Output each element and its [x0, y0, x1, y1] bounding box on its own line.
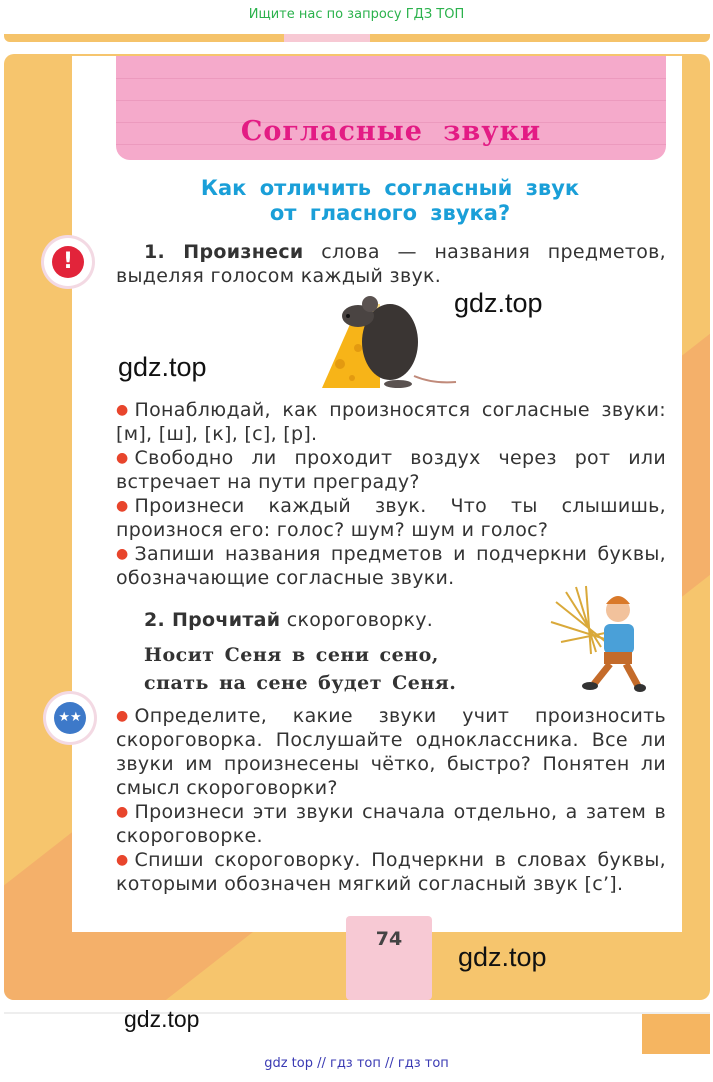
list-item: ● Понаблюдай, как произносятся согласные звуки: [м], [ш], [к], [с], [р].	[116, 399, 666, 445]
lesson-question	[150, 176, 630, 226]
task1	[116, 240, 666, 288]
list-item: ● Спиши скороговорку. Подчеркни в словах буквы, которыми обозначен мягкий согласный звук [с’].	[116, 849, 666, 895]
task2-heading: 2. Прочитай	[144, 609, 281, 631]
watermark: gdz.top	[118, 352, 207, 382]
task2	[144, 608, 474, 632]
task1-heading: 1. Произнеси	[144, 241, 304, 263]
page-title: Согласные звуки	[240, 116, 542, 147]
mouse-cheese-image	[318, 292, 458, 392]
list-item: ● Запиши названия предметов и подчеркни буквы, обозначающие согласные звуки.	[116, 543, 666, 589]
previous-page-edge	[4, 34, 710, 42]
page-number: 74	[375, 928, 403, 950]
lesson-question-line2: от гласного звука?	[269, 201, 511, 225]
list-item: ● Произнеси эти звуки сначала отдельно, а затем в скороговорке.	[116, 801, 666, 847]
footer-links[interactable]: gdz top // гдз топ // гдз топ	[264, 1056, 449, 1071]
lesson-question-line1: Как отличить согласный звук	[200, 176, 580, 200]
watermark: gdz.top	[458, 942, 547, 972]
task1-text: слова — названия предметов, выделяя голосом каждый звук.	[116, 241, 667, 287]
next-page-edge	[4, 1012, 710, 1054]
exclamation-icon: !	[44, 238, 92, 286]
watermark: gdz.top	[454, 288, 543, 318]
stars-icon: ★★	[46, 694, 94, 742]
bullet-list-1	[116, 398, 666, 590]
tongue-twister-line2: спать на сене будет Сеня.	[144, 672, 457, 694]
list-item: ● Определите, какие звуки учит произносить скороговорка. Послушайте одноклассника. Все ли звуки им произнесены чётко, быстро? Понятен ли смысл скороговорки?	[116, 705, 666, 799]
watermark: gdz.top	[124, 1006, 200, 1032]
list-item: ● Свободно ли проходит воздух через рот или встречает на пути преграду?	[116, 447, 666, 493]
top-banner	[0, 0, 713, 34]
bullet-list-2	[116, 704, 666, 896]
task2-text: скороговорку.	[286, 609, 434, 631]
list-item: ● Произнеси каждый звук. Что ты слышишь, произнося его: голос? шум? шум и голос?	[116, 495, 666, 541]
boy-with-hay-image	[546, 582, 646, 694]
tongue-twister-line1: Носит Сеня в сени сено,	[144, 644, 439, 666]
top-banner-text[interactable]: Ищите нас по запросу ГДЗ ТОП	[248, 7, 465, 22]
